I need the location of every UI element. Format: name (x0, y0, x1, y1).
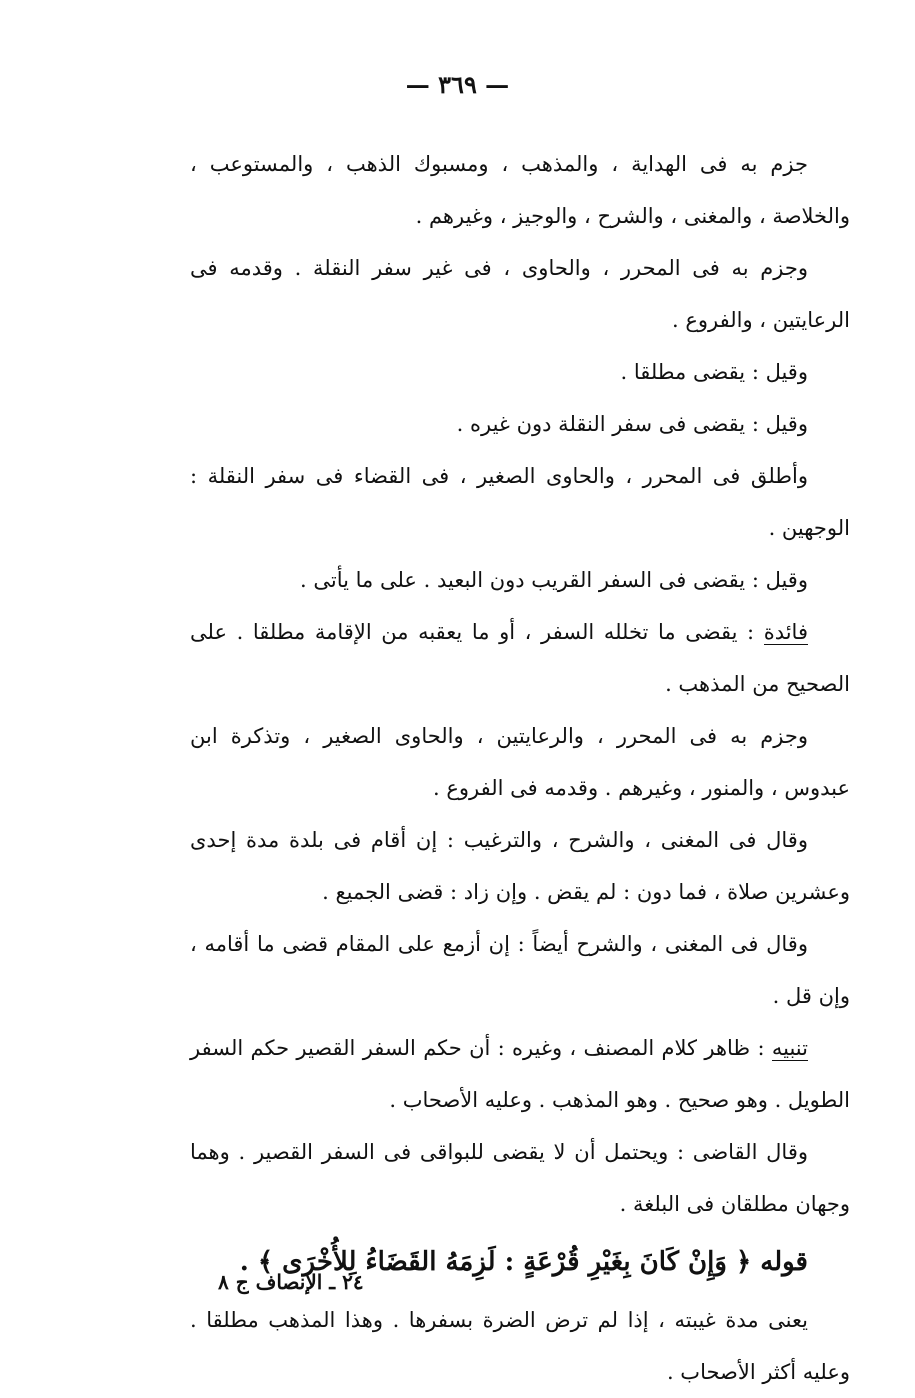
paragraph (190, 918, 850, 1022)
paragraph (190, 554, 850, 606)
paragraph (190, 1022, 850, 1126)
paragraph-text: : ظاهر كلام المصنف ، وغيره : أن حكم السفر القصير حكم السفر الطويل . وهو صحيح . وهو المذهب . وعليه الأصحاب . (190, 1036, 850, 1112)
paragraph (190, 138, 850, 242)
body-text (190, 138, 850, 1398)
paragraph-text: يعنى مدة غيبته ، إذا لم ترض الضرة بسفرها . وهذا المذهب مطلقا . وعليه أكثر الأصحاب . (190, 1308, 850, 1384)
footer-signature: ٢٤ ـ الإنصاف ج ٨ (218, 1270, 364, 1294)
paragraph-text: قوله ﴿ وَإِنْ كَانَ بِغَيْرِ قُرْعَةٍ : لَزِمَهُ القَضَاءُ لِلأُخْرَى ﴾ . (239, 1247, 808, 1277)
paragraph (190, 606, 850, 710)
paragraph-text: وجزم به فى المحرر ، والحاوى ، فى غير سفر النقلة . وقدمه فى الرعايتين ، والفروع . (190, 256, 850, 332)
paragraph-text: وجزم به فى المحرر ، والرعايتين ، والحاوى الصغير ، وتذكرة ابن عبدوس ، والمنور ، وغيرهم . وقدمه فى الفروع . (190, 724, 850, 800)
page-number: — ٣٦٩ — (405, 70, 510, 99)
paragraph-text: جزم به فى الهداية ، والمذهب ، ومسبوك الذهب ، والمستوعب ، والخلاصة ، والمغنى ، والشرح ، والوجيز ، وغيرهم . (190, 152, 850, 228)
paragraph-text: : يقضى ما تخلله السفر ، أو ما يعقبه من الإقامة مطلقا . على الصحيح من المذهب . (190, 620, 850, 696)
paragraph-text: وقيل : يقضى مطلقا . (620, 360, 808, 384)
paragraph (190, 1294, 850, 1398)
paragraph-text: وقال فى المغنى ، والشرح ، والترغيب : إن أقام فى بلدة مدة إحدى وعشرين صلاة ، فما دون : لم يقض . وإن زاد : قضى الجميع . (190, 828, 850, 904)
paragraph-text: وقال فى المغنى ، والشرح أيضاً : إن أزمع على المقام قضى ما أقامه ، وإن قل . (190, 932, 850, 1008)
paragraph (190, 398, 850, 450)
note-lead-word: فائدة (763, 620, 808, 644)
paragraph (190, 814, 850, 918)
paragraph (190, 450, 850, 554)
paragraph-text: وأطلق فى المحرر ، والحاوى الصغير ، فى القضاء فى سفر النقلة : الوجهين . (190, 464, 850, 540)
paragraph-text: وقيل : يقضى فى سفر النقلة دون غيره . (456, 412, 808, 436)
note-lead-word: تنبيه (771, 1036, 808, 1060)
paragraph-text: وقيل : يقضى فى السفر القريب دون البعيد . على ما يأتى . (300, 568, 808, 592)
paragraph-text: وقال القاضى : ويحتمل أن لا يقضى للبواقى فى السفر القصير . وهما وجهان مطلقان فى البلغة . (190, 1140, 850, 1216)
paragraph (190, 242, 850, 346)
paragraph (190, 1126, 850, 1230)
paragraph (190, 346, 850, 398)
paragraph (190, 710, 850, 814)
